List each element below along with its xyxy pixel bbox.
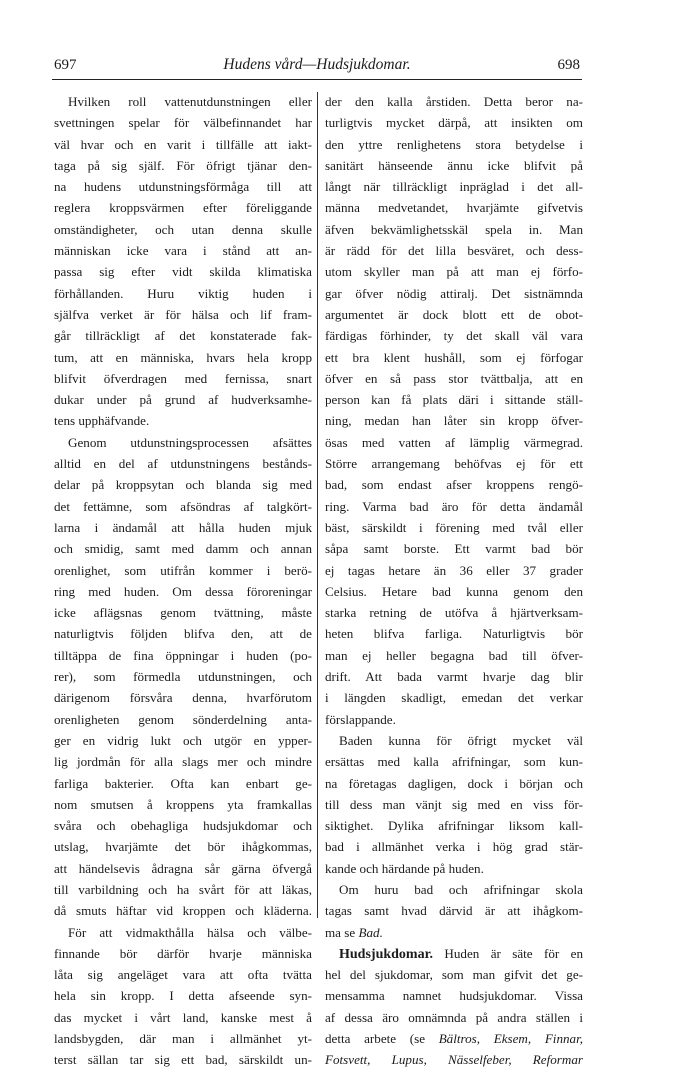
left-column-line: farliga bakterier. Ofta kan enbart ge- <box>54 775 312 791</box>
right-column-line: mensamma namnet hudsjukdomar. Vissa <box>325 988 583 1004</box>
right-column-line: hel del sjukdomar, som man gifvit det ge- <box>325 967 583 983</box>
right-column-line: äfven bekvämlighetsskäl spela in. Man <box>325 221 583 237</box>
right-column-line: person kan få plats däri i sittande ställ- <box>325 392 583 408</box>
left-column-line: därigenom försvåra denna, hvarförutom <box>54 690 312 706</box>
cross-reference: Nässelfeber, <box>448 1052 512 1068</box>
left-column-line: blifvit öfverdragen med fernissa, snart <box>54 370 312 386</box>
right-column-line: kande och härdande på huden. <box>325 860 484 876</box>
left-column-line: hela sin kropp. I detta afseende syn- <box>54 988 312 1004</box>
right-column-line: ej tagas hetare än 36 eller 37 grader <box>325 562 583 578</box>
left-column <box>54 91 312 1071</box>
right-column-line: den yttre renlighetens stora betydelse i <box>325 136 583 152</box>
left-column-line: lig jordmån för alla slags mer och mindre <box>54 754 312 770</box>
left-column-line: till varbildning och ha svårt för att läkas, <box>54 881 312 897</box>
left-column-line: låta sig angeläget vara att ofta tvätta <box>54 967 312 983</box>
left-column-line: delar på kroppsytan och blanda sig med <box>54 477 312 493</box>
left-column-line: landsbygden, där man i allmänhet yt- <box>54 1031 312 1047</box>
left-column-line: förhållanden. Huru viktig huden i <box>54 285 312 301</box>
running-header <box>54 56 580 78</box>
left-column-line: och smidig, samt med damm och annan <box>54 541 312 557</box>
right-column-line: man ej heller begagna bad till öfver- <box>325 647 583 663</box>
right-column-line: Större arrangemang behöfvas ej för ett <box>325 456 583 472</box>
left-column-line: taga på sig själf. För öfrigt tjänar den- <box>54 157 312 173</box>
right-column-line: af dessa äro omnämnda på andra ställen i <box>325 1009 583 1025</box>
right-column-line: heten blifva farliga. Naturligtvis bör <box>325 626 583 642</box>
left-column-line: väl hvar och en varit i tillfälle att iakt- <box>54 136 312 152</box>
column-divider <box>317 92 318 918</box>
left-column-line: då smuts häftar vid kroppen och kläderna. <box>54 903 312 919</box>
left-column-line: dukar under på grund af hudverksamhe- <box>54 392 312 408</box>
right-column-line: ösas med vatten af lämplig värmegrad. <box>325 434 583 450</box>
left-column-line: larna i ändamål att hålla huden mjuk <box>54 519 312 535</box>
cross-reference: Finnar, <box>544 1031 583 1047</box>
right-column-line: Hudsjukdomar. Huden är säte för en <box>339 945 583 962</box>
header-rule <box>52 79 582 80</box>
left-column-line: tens upphäfvande. <box>54 413 150 429</box>
right-column-line: färdigas förhinder, ty det skall väl vara <box>325 328 583 344</box>
right-column-line: ersättas med kalla afrifningar, som kun- <box>325 754 583 770</box>
left-column-line: alltid en del af utdunstningens bestånds- <box>54 456 312 472</box>
left-column-line: själfva verket är för hälsa och lif fram- <box>54 306 312 322</box>
left-column-line: tilltäppa de fina öppningar i huden (po- <box>54 647 312 663</box>
cross-reference: Lupus, <box>391 1052 427 1068</box>
right-column-line: förslappande. <box>325 711 396 727</box>
right-column-line: turligtvis mycket därpå, att insikten om <box>325 115 583 131</box>
right-column-line: i längden skadligt, emedan det verkar <box>325 690 583 706</box>
right-column-line: öfver en så pass stor tvättbalja, att en <box>325 370 583 386</box>
left-column-line: orenlighet, som utifrån kommer i berö- <box>54 562 312 578</box>
cross-reference: Eksem, <box>493 1031 532 1047</box>
right-column-line: ma se Bad. <box>325 924 383 940</box>
right-column-line: såpa samt borste. Ett varmt bad bör <box>325 541 583 557</box>
left-column-line: nom smutsen å kroppens yta framkallas <box>54 796 312 812</box>
page-number-right: 698 <box>557 57 580 73</box>
right-column-line: Celsius. Hetare bad kunna genom den <box>325 583 583 599</box>
left-column-line: svåra och obehagliga hudsjukdomar och <box>54 818 312 834</box>
right-column-line: starka retning de utöfva å hjärtverksam- <box>325 605 583 621</box>
right-column-line: långt när tillräckligt inpräglad i det all- <box>325 179 583 195</box>
right-column-line: utom skyller man på att man ej förfo- <box>325 264 583 280</box>
left-column-line: rer), som förmedla utdunstningen, och <box>54 669 312 685</box>
left-column-line: tum, att en människa, hvars hela kropp <box>54 349 312 365</box>
left-column-line: människan icke vara i stånd att an- <box>54 243 312 259</box>
left-column-line: det fettämne, som afsöndras af talgkört- <box>54 498 312 514</box>
right-column-line: bad, som endast afser kroppens rengö- <box>325 477 583 493</box>
right-column-line: tagas samt hvad därvid är att ihågkom- <box>325 903 583 919</box>
left-column-line: passa sig efter vidt skilda klimatiska <box>54 264 312 280</box>
left-column-line: icke aflägsnas genom tvättning, måste <box>54 605 312 621</box>
right-column-line: ring. Varma bad äro för detta ändamål <box>325 498 583 514</box>
right-column-line: Om huru bad och afrifningar skola <box>339 881 583 897</box>
left-column-line: omständigheter, och utan denna skulle <box>54 221 312 237</box>
right-column-line: bad i allmänhet verka i hög grad stär- <box>325 839 583 855</box>
right-column-line: na företagas dagligen, dock i början och <box>325 775 583 791</box>
right-column-line: är rädd för det lilla besväret, och dess- <box>325 243 583 259</box>
left-column-line: orenligheten genom sönderdelning anta- <box>54 711 312 727</box>
right-column-line: der den kalla årstiden. Detta beror na- <box>325 94 583 109</box>
left-column-line: ring med huden. Om dessa föroreningar <box>54 583 312 599</box>
left-column-line: För att vidmakthålla hälsa och välbe- <box>68 924 312 940</box>
left-column-line: att händelsevis ådragna sår gärna öfvergå <box>54 860 312 876</box>
right-column-line: bäst, särskildt i förening med tvål eller <box>325 519 583 535</box>
cross-reference: Bältros, <box>438 1031 481 1047</box>
running-title: Hudens vård—Hudsjukdomar. <box>223 56 411 73</box>
left-column-line: na hudens utdunstningsförmåga till att <box>54 179 312 195</box>
right-column-line: sanitärt hänseende ännu icke blifvit på <box>325 157 583 173</box>
entry-headword: Hudsjukdomar. <box>339 946 434 962</box>
page-number-left: 697 <box>54 57 77 73</box>
left-column-line: reglera kroppsvärmen efter föreliggande <box>54 200 312 216</box>
left-column-line: Genom utdunstningsprocessen afsättes <box>68 434 312 450</box>
cross-reference: Fotsvett, <box>325 1052 371 1068</box>
left-column-line: terst sällan tar sig ett bad, särskildt un- <box>54 1052 312 1068</box>
left-column-line: das mycket i vårt land, kanske mest å <box>54 1009 312 1025</box>
left-column-line: utslag, hvarjämte det bör ihågkommas, <box>54 839 312 855</box>
right-column-line: drift. Att bada varmt hvarje dag blir <box>325 669 583 685</box>
cross-reference: Reformar <box>532 1052 583 1068</box>
left-column-line: går tillräckligt af det konstaterade fak- <box>54 328 312 344</box>
left-column-line: ger en vidrig lukt och utgör en ypper- <box>54 732 312 748</box>
right-column-line: till dess man vänjt sig med en viss för- <box>325 796 583 812</box>
right-column-line: siktighet. Dylika afrifningar liksom kall- <box>325 818 583 834</box>
right-column-line: detta arbete (se Bältros, Eksem, Finnar, <box>325 1031 583 1047</box>
left-column-line: svettningen spelar för välbefinnandet har <box>54 115 312 131</box>
cross-reference: Bad. <box>358 924 383 940</box>
right-column-line: gar öfver nödig attiralj. Det sistnämnda <box>325 285 583 301</box>
right-column-line: männa medvetandet, hvarjämte gifvetvis <box>325 200 583 216</box>
left-column-line: naturligtvis följden blifva den, att de <box>54 626 312 642</box>
right-column-line: argumentet är dock blott ett de obot- <box>325 306 583 322</box>
right-column-line: ning, medan han låter sin kropp öfver- <box>325 413 583 429</box>
left-column-line: finnande bör därför hvarje människa <box>54 945 312 961</box>
right-column-line: Baden kunna för öfrigt mycket väl <box>339 732 583 748</box>
right-column-line: ett bra klent hushåll, som ej förfogar <box>325 349 583 365</box>
right-column <box>325 91 583 1071</box>
right-column-line <box>325 1049 583 1070</box>
left-column-line: Hvilken roll vattenutdunstningen eller <box>68 94 312 109</box>
